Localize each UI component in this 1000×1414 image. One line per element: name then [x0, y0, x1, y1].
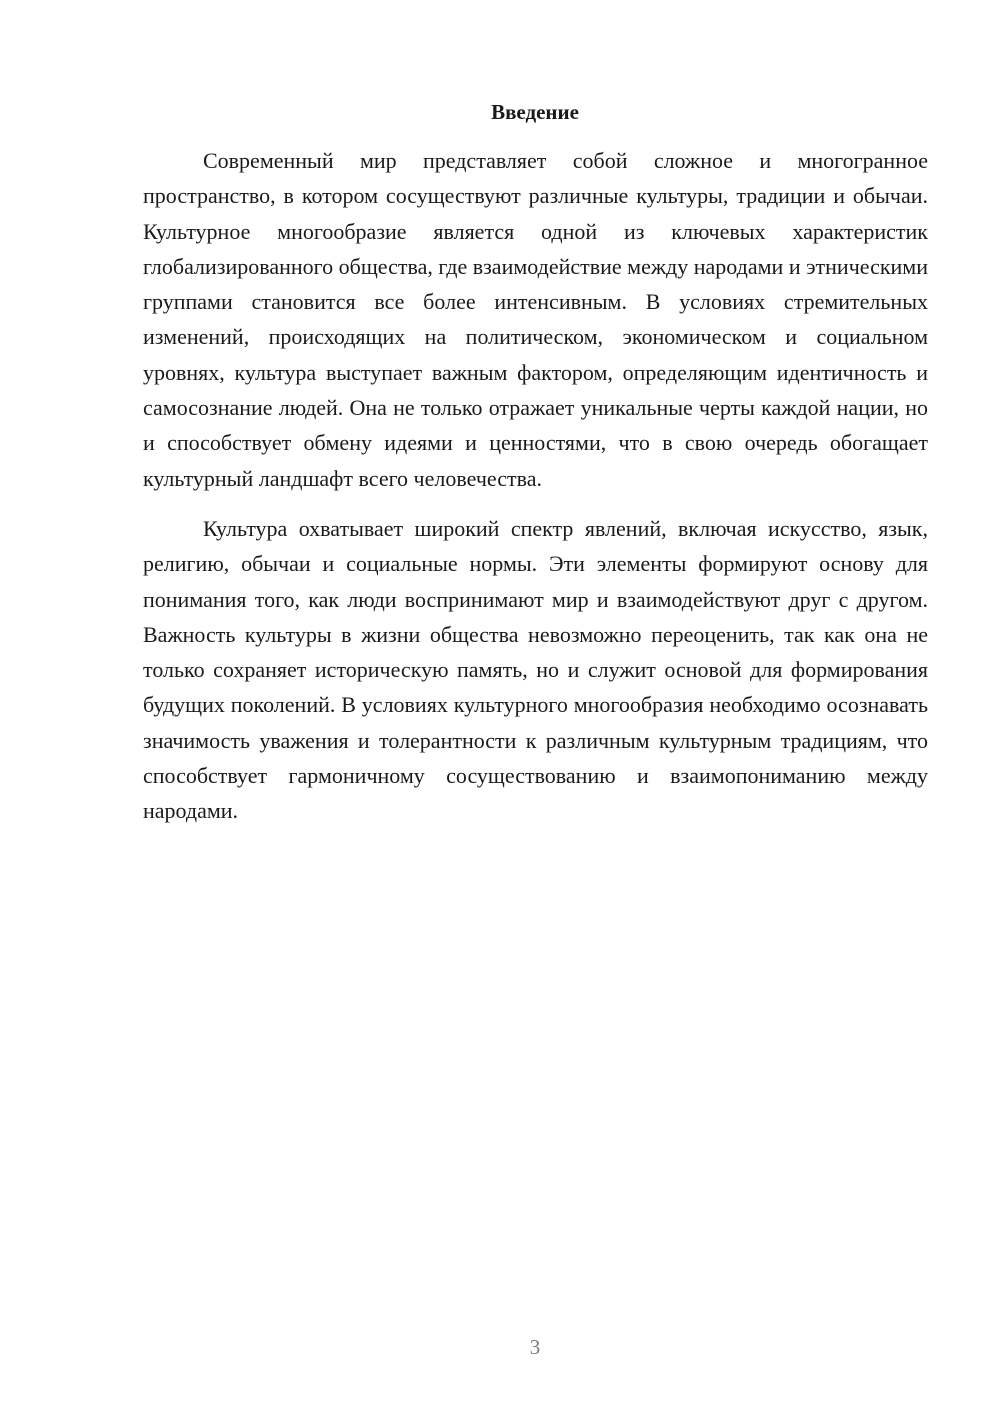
page-number: 3	[529, 1335, 541, 1359]
section-heading: Введение	[491, 100, 579, 124]
body-text	[143, 143, 928, 829]
paragraph-2: Культура охватывает широкий спектр явлений, включая искусство, язык, религию, обычаи и социальные нормы. Эти элементы формируют основу для понимания того, как люди воспринимают мир и взаимодействуют друг с другом. Важность культуры в жизни общества невозможно переоценить, так как она не только сохраняет историческую память, но и служит основой для формирования будущих поколений. В условиях культурного многообразия необходимо осознавать значимость уважения и толерантности к различным культурным традициям, что способствует гармоничному сосуществованию и взаимопониманию между народами.	[143, 515, 928, 824]
paragraph-1: Современный мир представляет собой сложное и многогранное пространство, в котором сосуществуют различные культуры, традиции и обычаи. Культурное многообразие является одной из ключевых характеристик глобализированного общества, где взаимодействие между народами и этническими группами становится все более интенсивным. В условиях стремительных изменений, происходящих на политическом, экономическом и социальном уровнях, культура выступает важным фактором, определяющим идентичность и самосознание людей. Она не только отражает уникальные черты каждой нации, но и способствует обмену идеями и ценностями, что в свою очередь обогащает культурный ландшафт всего человечества.	[143, 148, 928, 491]
